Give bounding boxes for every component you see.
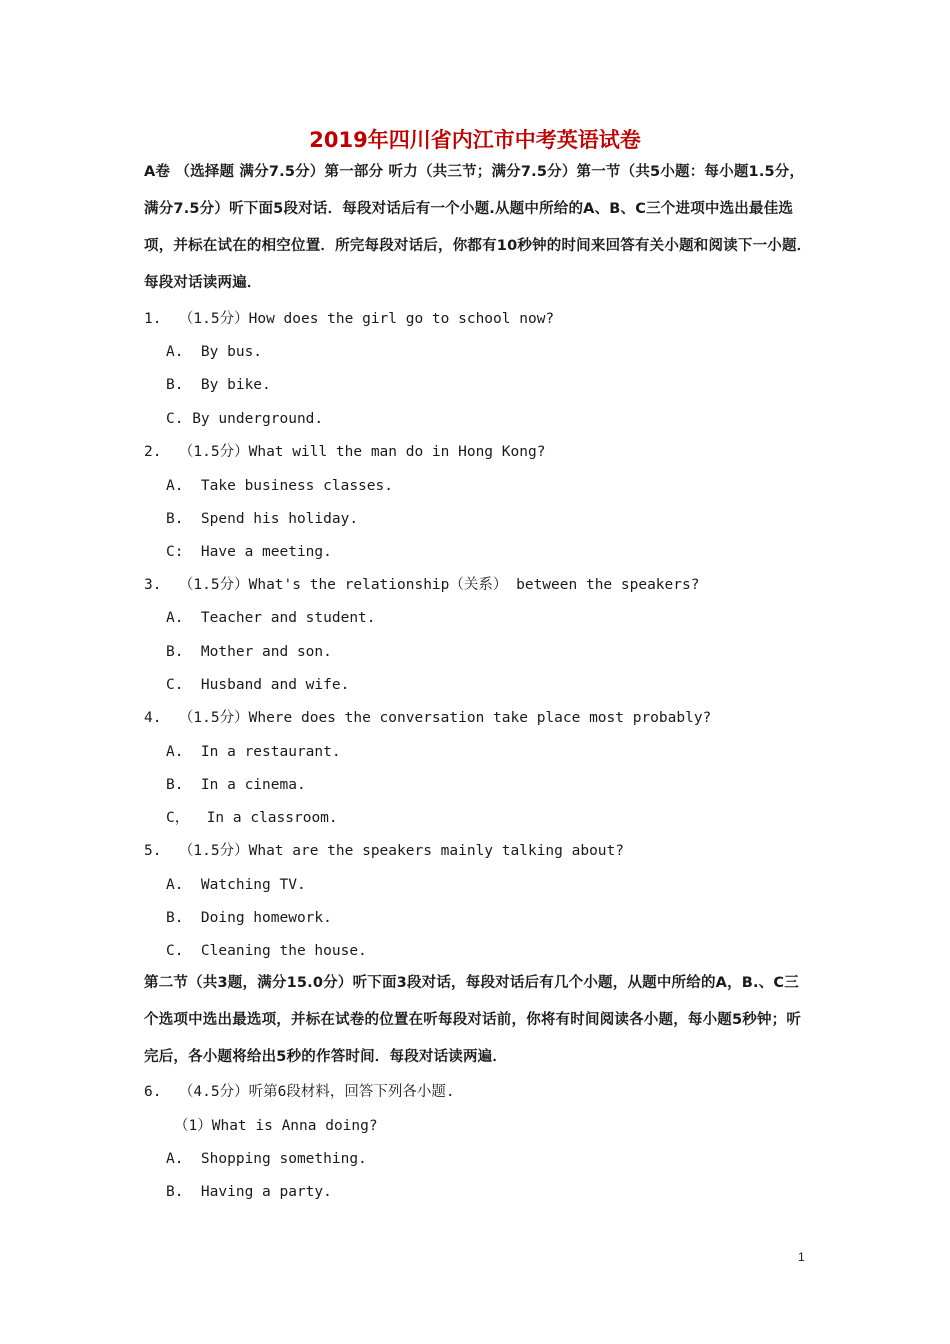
option: B. Having a party.	[166, 1184, 332, 1200]
option: B. Spend his holiday.	[166, 511, 359, 527]
option: A. Teacher and student.	[166, 610, 376, 626]
question-3: 3. （1.5分）What's the relationship（关系） between the speakers?	[144, 577, 700, 593]
option: C: Have a meeting.	[166, 544, 332, 560]
option: A. Watching TV.	[166, 877, 306, 893]
section-2-intro: 第二节（共3题，满分15.0分）听下面3段对话，每段对话后有几个小题，从题中所给的A，B.、C三个选项中选出最选项，并标在试卷的位置在听每段对话前，你将有时间阅读各小题，每小题5秒钟；听完后，各小题将给出5秒的作答时间．每段对话读两遍．	[144, 975, 802, 1065]
option: B. Mother and son.	[166, 644, 332, 660]
question-1: 1. （1.5分）How does the girl go to school now?	[144, 311, 555, 327]
sub-question: （1）What is Anna doing?	[174, 1118, 378, 1134]
question-2: 2. （1.5分）What will the man do in Hong Kong?	[144, 444, 546, 460]
option: A. By bus.	[166, 344, 263, 360]
option: B. Doing homework.	[166, 910, 332, 926]
option: A. Shopping something.	[166, 1151, 367, 1167]
option: C. By underground.	[166, 411, 324, 427]
option: C. Husband and wife.	[166, 677, 350, 693]
option: B. In a cinema.	[166, 777, 306, 793]
question-5: 5. （1.5分）What are the speakers mainly talking about?	[144, 843, 624, 859]
option: C. Cleaning the house.	[166, 943, 367, 959]
option: A. Take business classes.	[166, 478, 393, 494]
option: A. In a restaurant.	[166, 744, 341, 760]
section-a-intro: A卷 （选择题 满分7.5分）第一部分 听力（共三节；满分7.5分）第一节（共5小题：每小题1.5分，满分7.5分）听下面5段对话．每段对话后有一个小题.从题中所给的A、B、C三个进项中选出最佳选项，并标在试在的相空位置．所完每段对话后，你都有10秒钟的时间来回答有关小题和阅读下一小题．每段对话读两遍．	[144, 164, 812, 291]
option: C， In a classroom.	[166, 810, 338, 826]
question-6: 6. （4.5分）听第6段材料，回答下列各小题.	[144, 1084, 455, 1100]
question-4: 4. （1.5分）Where does the conversation take place most probably?	[144, 710, 712, 726]
page-number: 1	[798, 1250, 805, 1264]
page-title: 2019年四川省内江市中考英语试卷	[309, 128, 641, 152]
option: B. By bike.	[166, 377, 271, 393]
